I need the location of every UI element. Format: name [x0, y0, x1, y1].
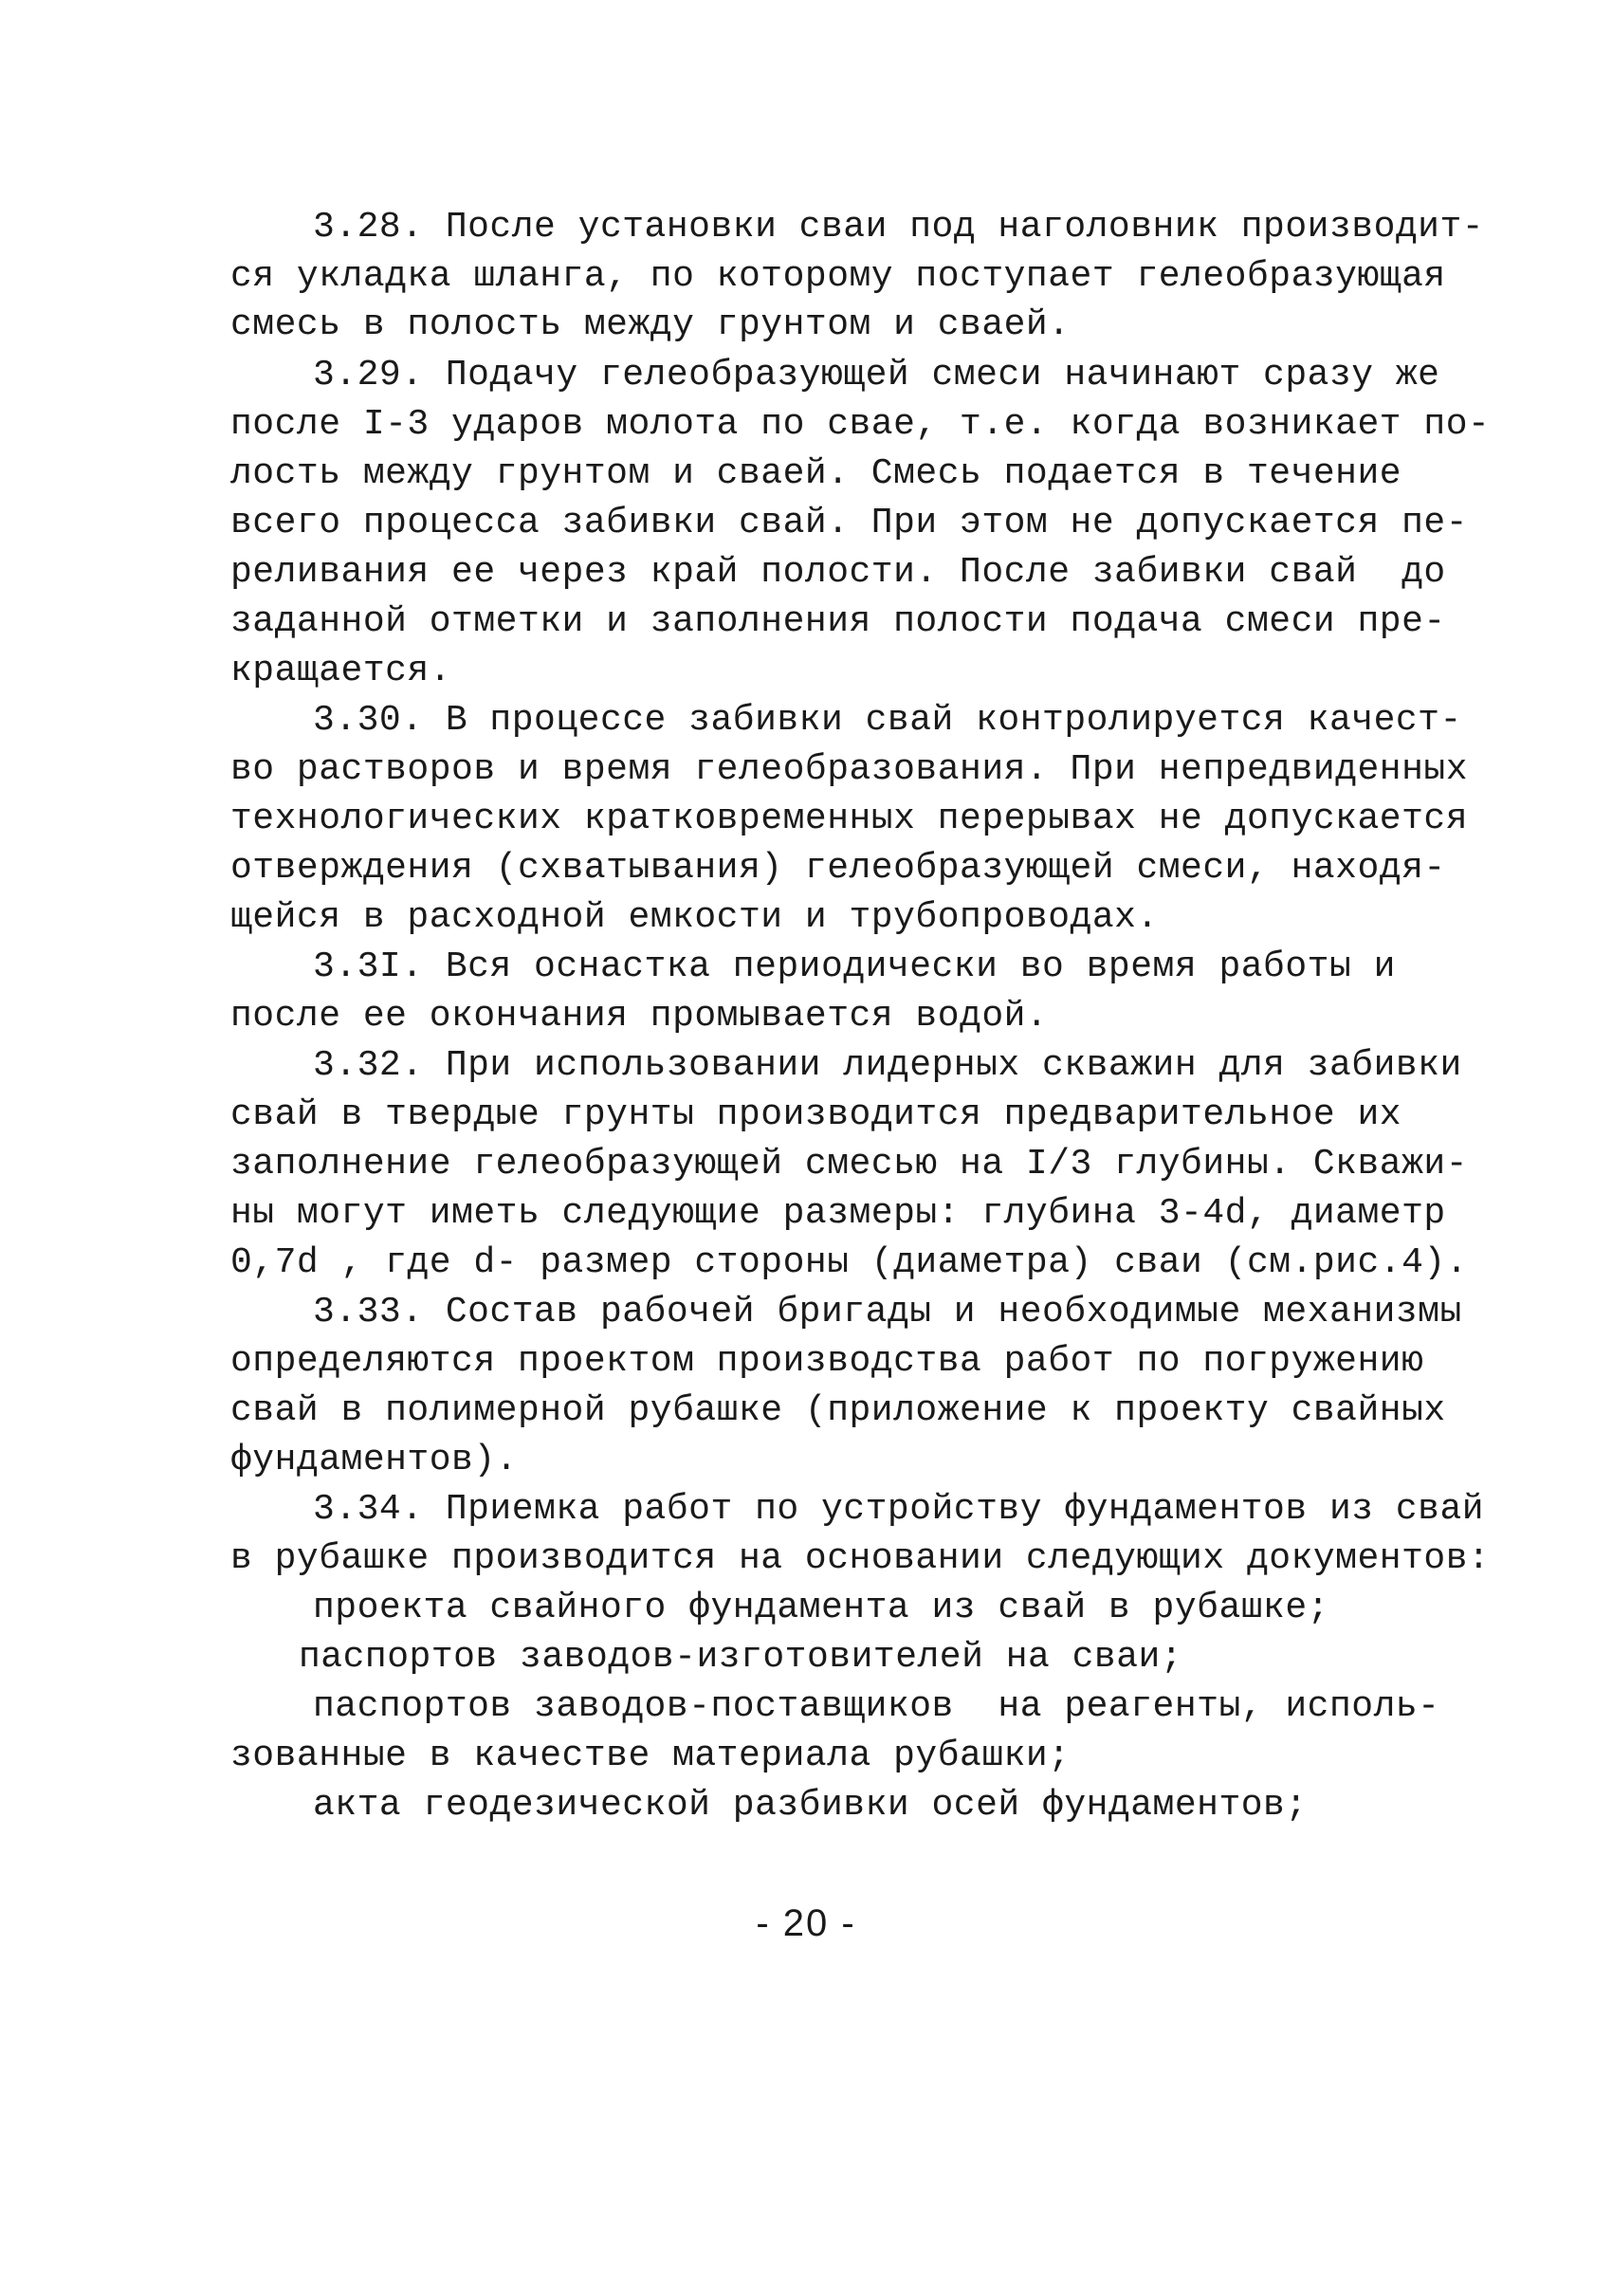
text-line: технологических кратковременных перерывах не допускается	[230, 799, 1469, 839]
text-line: 3.33. Состав рабочей бригады и необходимые механизмы	[313, 1292, 1462, 1332]
text-line: паспортов заводов-изготовителей на сваи;	[299, 1637, 1183, 1678]
text-line: смесь в полость между грунтом и сваей.	[230, 304, 1071, 345]
text-line: свай в твердые грунты производится предварительное их	[230, 1094, 1402, 1135]
text-line: зованные в качестве материала рубашки;	[230, 1736, 1071, 1776]
text-line: заполнение гелеобразующей смесью на I/3 глубины. Скважи-	[230, 1144, 1469, 1185]
text-line: заданной отметки и заполнения полости подача смеси пре-	[230, 601, 1446, 642]
text-line: отверждения (схватывания) гелеобразующей смеси, находя-	[230, 848, 1446, 889]
text-line: 3.28. После установки сваи под наголовник производит-	[313, 207, 1485, 248]
text-line: 3.29. Подачу гелеобразующей смеси начинают сразу же	[313, 355, 1440, 395]
text-line: во растворов и время гелеобразования. При непредвиденных	[230, 749, 1469, 790]
page-number: - 20 -	[756, 1902, 856, 1944]
text-line: 3.3I. Вся оснастка периодически во время работы и	[313, 946, 1396, 987]
text-line: реливания ее через край полости. После забивки свай до	[230, 552, 1446, 593]
text-line: всего процесса забивки свай. При этом не допускается пе-	[230, 503, 1469, 543]
text-line: в рубашке производится на основании следующих документов:	[230, 1538, 1491, 1579]
text-line: свай в полимерной рубашке (приложение к проекту свайных	[230, 1390, 1446, 1431]
text-line: 3.30. В процессе забивки свай контролируется качест-	[313, 700, 1462, 741]
text-line: кращается.	[230, 651, 452, 691]
text-line: 0,7d , где d- размер стороны (диаметра) сваи (см.рис.4).	[230, 1242, 1469, 1283]
text-line: определяются проектом производства работ по погружению	[230, 1341, 1424, 1382]
text-line: 3.32. При использовании лидерных скважин для забивки	[313, 1045, 1462, 1086]
text-line: фундаментов).	[230, 1440, 518, 1480]
text-line: после ее окончания промывается водой.	[230, 996, 1049, 1037]
text-line: лость между грунтом и сваей. Смесь подается в течение	[230, 453, 1402, 494]
text-line: проекта свайного фундамента из свай в рубашке;	[313, 1588, 1329, 1628]
text-line: ны могут иметь следующие размеры: глубина 3-4d, диаметр	[230, 1193, 1446, 1234]
text-line: после I-3 ударов молота по свае, т.е. когда возникает по-	[230, 404, 1491, 445]
text-line: паспортов заводов-поставщиков на реагенты, исполь-	[313, 1686, 1440, 1727]
text-line: акта геодезической разбивки осей фундаментов;	[313, 1785, 1308, 1826]
text-line: ся укладка шланга, по которому поступает гелеобразующая	[230, 256, 1446, 297]
text-line: 3.34. Приемка работ по устройству фундаментов из свай	[313, 1489, 1485, 1530]
text-line: щейся в расходной емкости и трубопроводах.	[230, 897, 1159, 938]
